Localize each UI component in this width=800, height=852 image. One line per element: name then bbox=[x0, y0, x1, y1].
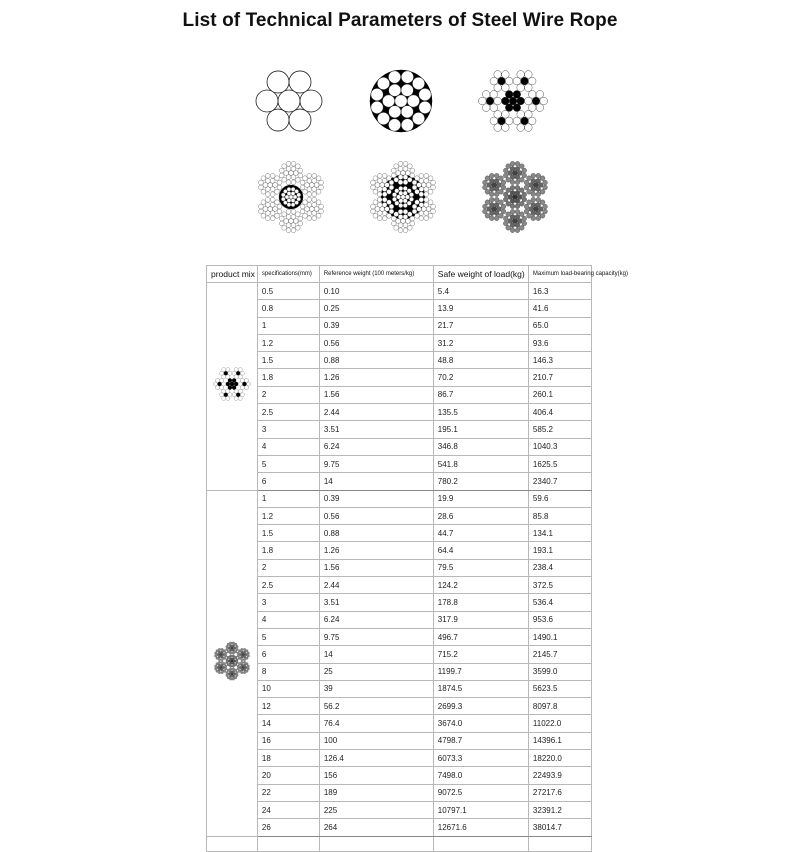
max-capacity-cell: 1040.3 bbox=[528, 438, 591, 455]
max-capacity-cell: 2145.7 bbox=[528, 646, 591, 663]
reference-weight-cell: 1.56 bbox=[319, 386, 433, 403]
table-row bbox=[207, 421, 592, 438]
max-capacity-cell: 536.4 bbox=[528, 594, 591, 611]
safe-weight-cell: 1874.5 bbox=[433, 680, 528, 697]
table-row bbox=[207, 594, 592, 611]
spec-cell: 20 bbox=[257, 767, 319, 784]
table-row bbox=[207, 542, 592, 559]
header-safe-weight: Safe weight of load(kg) bbox=[433, 266, 528, 283]
max-capacity-cell: 38014.7 bbox=[528, 819, 591, 836]
reference-weight-cell: 3.51 bbox=[319, 421, 433, 438]
reference-weight-cell: 189 bbox=[319, 784, 433, 801]
spec-cell: 5 bbox=[257, 455, 319, 472]
reference-weight-cell: 6.24 bbox=[319, 438, 433, 455]
max-capacity-cell: 585.2 bbox=[528, 421, 591, 438]
spec-cell: 1.2 bbox=[257, 507, 319, 524]
table-row bbox=[207, 732, 592, 749]
max-capacity-cell: 11022.0 bbox=[528, 715, 591, 732]
max-capacity-cell: 8097.8 bbox=[528, 698, 591, 715]
reference-weight-cell: 0.88 bbox=[319, 525, 433, 542]
table-row bbox=[207, 663, 592, 680]
reference-weight-cell: 14 bbox=[319, 646, 433, 663]
spec-cell: 24 bbox=[257, 801, 319, 818]
reference-weight-cell: 3.51 bbox=[319, 594, 433, 611]
spec-cell: 1 bbox=[257, 490, 319, 507]
max-capacity-cell: 93.6 bbox=[528, 334, 591, 351]
spec-cell: 1.8 bbox=[257, 542, 319, 559]
reference-weight-cell: 0.56 bbox=[319, 334, 433, 351]
max-capacity-cell: 32391.2 bbox=[528, 801, 591, 818]
rope-7x7-icon bbox=[478, 66, 548, 136]
max-capacity-cell: 16.3 bbox=[528, 283, 591, 300]
reference-weight-cell: 0.88 bbox=[319, 352, 433, 369]
reference-weight-cell: 0.10 bbox=[319, 283, 433, 300]
max-capacity-cell: 1490.1 bbox=[528, 628, 591, 645]
max-capacity-cell: 260.1 bbox=[528, 386, 591, 403]
table-row bbox=[207, 369, 592, 386]
safe-weight-cell: 21.7 bbox=[433, 317, 528, 334]
spec-cell: 3 bbox=[257, 594, 319, 611]
max-capacity-cell: 59.6 bbox=[528, 490, 591, 507]
max-capacity-cell: 2340.7 bbox=[528, 473, 591, 490]
safe-weight-cell: 496.7 bbox=[433, 628, 528, 645]
safe-weight-cell: 346.8 bbox=[433, 438, 528, 455]
safe-weight-cell: 195.1 bbox=[433, 421, 528, 438]
max-capacity-cell: 134.1 bbox=[528, 525, 591, 542]
reference-weight-cell: 76.4 bbox=[319, 715, 433, 732]
safe-weight-cell: 715.2 bbox=[433, 646, 528, 663]
max-capacity-cell: 210.7 bbox=[528, 369, 591, 386]
reference-weight-cell: 56.2 bbox=[319, 698, 433, 715]
max-capacity-cell: 3599.0 bbox=[528, 663, 591, 680]
table-row bbox=[207, 283, 592, 300]
reference-weight-cell: 156 bbox=[319, 767, 433, 784]
safe-weight-cell: 44.7 bbox=[433, 525, 528, 542]
max-capacity-cell: 65.0 bbox=[528, 317, 591, 334]
empty-cell bbox=[207, 836, 258, 851]
reference-weight-cell: 9.75 bbox=[319, 628, 433, 645]
spec-cell: 1.2 bbox=[257, 334, 319, 351]
safe-weight-cell: 5.4 bbox=[433, 283, 528, 300]
product-mix-cell bbox=[207, 283, 258, 491]
empty-cell bbox=[528, 836, 591, 851]
safe-weight-cell: 4798.7 bbox=[433, 732, 528, 749]
table-row bbox=[207, 628, 592, 645]
rope-7x19-icon bbox=[478, 160, 552, 234]
reference-weight-cell: 1.56 bbox=[319, 559, 433, 576]
spec-cell: 2 bbox=[257, 559, 319, 576]
spec-cell: 2.5 bbox=[257, 577, 319, 594]
safe-weight-cell: 86.7 bbox=[433, 386, 528, 403]
spec-cell: 1.8 bbox=[257, 369, 319, 386]
table-row bbox=[207, 559, 592, 576]
spec-cell: 0.8 bbox=[257, 300, 319, 317]
table-row bbox=[207, 698, 592, 715]
spec-cell: 1.5 bbox=[257, 352, 319, 369]
safe-weight-cell: 79.5 bbox=[433, 559, 528, 576]
reference-weight-cell: 0.25 bbox=[319, 300, 433, 317]
table-row bbox=[207, 404, 592, 421]
table-row bbox=[207, 715, 592, 732]
empty-cell bbox=[257, 836, 319, 851]
reference-weight-cell: 6.24 bbox=[319, 611, 433, 628]
header-product-mix: product mix bbox=[207, 266, 258, 283]
reference-weight-cell: 1.26 bbox=[319, 542, 433, 559]
rope-7x7-icon bbox=[212, 364, 252, 404]
header-reference-weight: Reference weight (100 meters/kg) bbox=[319, 266, 433, 283]
reference-weight-cell: 225 bbox=[319, 801, 433, 818]
header-max-capacity: Maximum load-bearing capacity(kg) bbox=[528, 266, 591, 283]
safe-weight-cell: 64.4 bbox=[433, 542, 528, 559]
rope-1x19-icon bbox=[366, 66, 436, 136]
table-row-empty bbox=[207, 836, 592, 851]
safe-weight-cell: 3674.0 bbox=[433, 715, 528, 732]
table-row bbox=[207, 317, 592, 334]
table-row bbox=[207, 386, 592, 403]
table-row bbox=[207, 646, 592, 663]
empty-cell bbox=[433, 836, 528, 851]
table-row bbox=[207, 611, 592, 628]
reference-weight-cell: 0.39 bbox=[319, 490, 433, 507]
safe-weight-cell: 124.2 bbox=[433, 577, 528, 594]
rope-1x7-icon bbox=[254, 66, 324, 136]
safe-weight-cell: 2699.3 bbox=[433, 698, 528, 715]
max-capacity-cell: 5623.5 bbox=[528, 680, 591, 697]
spec-cell: 6 bbox=[257, 473, 319, 490]
spec-cell: 1 bbox=[257, 317, 319, 334]
max-capacity-cell: 18220.0 bbox=[528, 750, 591, 767]
reference-weight-cell: 2.44 bbox=[319, 404, 433, 421]
reference-weight-cell: 9.75 bbox=[319, 455, 433, 472]
reference-weight-cell: 14 bbox=[319, 473, 433, 490]
spec-cell: 16 bbox=[257, 732, 319, 749]
max-capacity-cell: 1625.5 bbox=[528, 455, 591, 472]
max-capacity-cell: 41.6 bbox=[528, 300, 591, 317]
max-capacity-cell: 27217.6 bbox=[528, 784, 591, 801]
safe-weight-cell: 541.8 bbox=[433, 455, 528, 472]
spec-cell: 0.5 bbox=[257, 283, 319, 300]
product-mix-cell bbox=[207, 490, 258, 836]
table-row bbox=[207, 577, 592, 594]
table-row bbox=[207, 507, 592, 524]
reference-weight-cell: 264 bbox=[319, 819, 433, 836]
rope-6x19-icon bbox=[254, 160, 328, 234]
table-row bbox=[207, 525, 592, 542]
max-capacity-cell: 953.6 bbox=[528, 611, 591, 628]
spec-cell: 5 bbox=[257, 628, 319, 645]
max-capacity-cell: 22493.9 bbox=[528, 767, 591, 784]
spec-cell: 1.5 bbox=[257, 525, 319, 542]
safe-weight-cell: 6073.3 bbox=[433, 750, 528, 767]
table-row bbox=[207, 473, 592, 490]
spec-cell: 22 bbox=[257, 784, 319, 801]
safe-weight-cell: 135.5 bbox=[433, 404, 528, 421]
reference-weight-cell: 39 bbox=[319, 680, 433, 697]
table-row bbox=[207, 352, 592, 369]
safe-weight-cell: 28.6 bbox=[433, 507, 528, 524]
table-row bbox=[207, 455, 592, 472]
page-title: List of Technical Parameters of Steel Wire Rope bbox=[182, 10, 618, 31]
reference-weight-cell: 25 bbox=[319, 663, 433, 680]
table-row bbox=[207, 490, 592, 507]
spec-cell: 8 bbox=[257, 663, 319, 680]
max-capacity-cell: 146.3 bbox=[528, 352, 591, 369]
max-capacity-cell: 193.1 bbox=[528, 542, 591, 559]
table-row bbox=[207, 300, 592, 317]
reference-weight-cell: 1.26 bbox=[319, 369, 433, 386]
safe-weight-cell: 10797.1 bbox=[433, 801, 528, 818]
safe-weight-cell: 48.8 bbox=[433, 352, 528, 369]
spec-cell: 4 bbox=[257, 438, 319, 455]
max-capacity-cell: 85.8 bbox=[528, 507, 591, 524]
spec-cell: 18 bbox=[257, 750, 319, 767]
spec-cell: 3 bbox=[257, 421, 319, 438]
safe-weight-cell: 7498.0 bbox=[433, 767, 528, 784]
table-row bbox=[207, 819, 592, 836]
table-row bbox=[207, 767, 592, 784]
parameters-table bbox=[206, 265, 628, 852]
safe-weight-cell: 317.9 bbox=[433, 611, 528, 628]
reference-weight-cell: 2.44 bbox=[319, 577, 433, 594]
spec-cell: 10 bbox=[257, 680, 319, 697]
reference-weight-cell: 0.39 bbox=[319, 317, 433, 334]
rope-6x19-black-icon bbox=[366, 160, 440, 234]
spec-cell: 26 bbox=[257, 819, 319, 836]
safe-weight-cell: 19.9 bbox=[433, 490, 528, 507]
max-capacity-cell: 372.5 bbox=[528, 577, 591, 594]
spec-cell: 14 bbox=[257, 715, 319, 732]
max-capacity-cell: 14396.1 bbox=[528, 732, 591, 749]
table-row bbox=[207, 334, 592, 351]
spec-cell: 6 bbox=[257, 646, 319, 663]
table-row bbox=[207, 680, 592, 697]
reference-weight-cell: 0.56 bbox=[319, 507, 433, 524]
rope-7x19-icon bbox=[212, 641, 252, 681]
table-header-row bbox=[207, 266, 592, 283]
table-row bbox=[207, 784, 592, 801]
spec-cell: 4 bbox=[257, 611, 319, 628]
header-specifications: specifications(mm) bbox=[257, 266, 319, 283]
reference-weight-cell: 126.4 bbox=[319, 750, 433, 767]
safe-weight-cell: 31.2 bbox=[433, 334, 528, 351]
safe-weight-cell: 1199.7 bbox=[433, 663, 528, 680]
empty-cell bbox=[319, 836, 433, 851]
table-row bbox=[207, 801, 592, 818]
safe-weight-cell: 178.8 bbox=[433, 594, 528, 611]
max-capacity-cell: 406.4 bbox=[528, 404, 591, 421]
safe-weight-cell: 70.2 bbox=[433, 369, 528, 386]
safe-weight-cell: 780.2 bbox=[433, 473, 528, 490]
spec-cell: 2 bbox=[257, 386, 319, 403]
safe-weight-cell: 12671.6 bbox=[433, 819, 528, 836]
spec-cell: 2.5 bbox=[257, 404, 319, 421]
table-row bbox=[207, 438, 592, 455]
safe-weight-cell: 9072.5 bbox=[433, 784, 528, 801]
table-row bbox=[207, 750, 592, 767]
max-capacity-cell: 238.4 bbox=[528, 559, 591, 576]
spec-cell: 12 bbox=[257, 698, 319, 715]
safe-weight-cell: 13.9 bbox=[433, 300, 528, 317]
reference-weight-cell: 100 bbox=[319, 732, 433, 749]
